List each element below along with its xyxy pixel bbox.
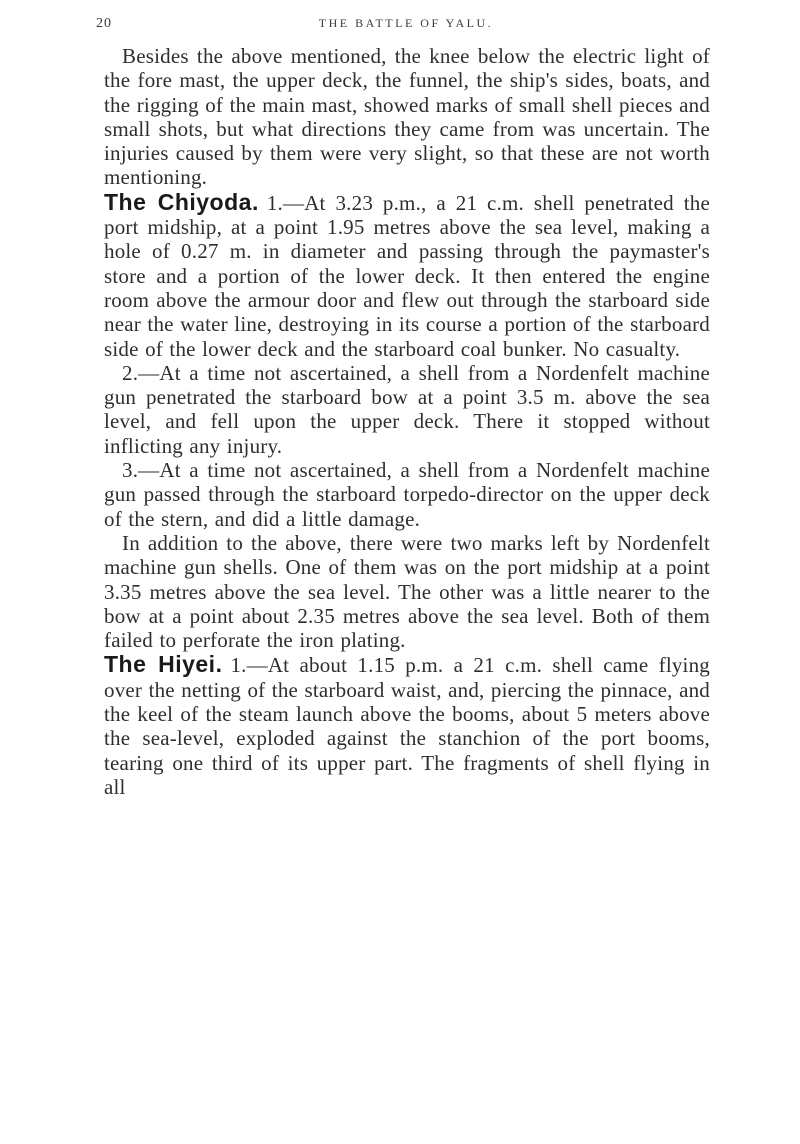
page-number: 20 [96, 16, 112, 31]
paragraph-chiyoda-2: 2.—At a time not ascertained, a shell from a Nordenfelt machine gun penetrated the starboard bow at a point 3.5 m. above the sea level, and fell upon the upper deck. There it stopped without inflicting any injury. [104, 360, 710, 458]
chiyoda-item-1-text: 1.—At 3.23 p.m., a 21 c.m. shell penetrated the port midship, at a point 1.95 metres above the sea level, making a hole of 0.27 m. in diameter and passing through the paymaster's store and a portion of the lower deck. It then entered the engine room above the armour door and flew out through the starboard side near the water line, destroying in its course a portion of the starboard side of the lower deck and the starboard coal bunker. No casualty. [104, 190, 710, 361]
page-header [96, 16, 716, 40]
body-text [104, 44, 710, 799]
running-head: THE BATTLE OF YALU. [318, 16, 494, 30]
paragraph-chiyoda-1 [104, 190, 710, 361]
paragraph-besides: Besides the above mentioned, the knee below the electric light of the fore mast, the upper deck, the funnel, the ship's sides, boats, and the rigging of the main mast, showed marks of small shell pieces and small shots, but what directions they came from was uncertain. The injuries caused by them were very slight, so that these are not worth mentioning. [104, 44, 710, 190]
section-heading-hiyei: The Hiyei. [104, 651, 223, 678]
paragraph-chiyoda-3: 3.—At a time not ascertained, a shell from a Nordenfelt machine gun passed through the starboard torpedo-director on the upper deck of the stern, and did a little damage. [104, 458, 710, 531]
paragraph-hiyei-1 [104, 652, 710, 799]
paragraph-chiyoda-additional: In addition to the above, there were two marks left by Nordenfelt machine gun shells. One of them was on the port midship at a point 3.35 metres above the sea level. The other was a little nearer to the bow at a point about 2.35 metres above the sea level. Both of them failed to perforate the iron plating. [104, 530, 710, 653]
section-heading-chiyoda: The Chiyoda. [104, 188, 259, 215]
hiyei-item-1-text: 1.—At about 1.15 p.m. a 21 c.m. shell came flying over the netting of the starboard waist, and, piercing the pinnace, and the keel of the steam launch above the booms, about 5 meters above the sea-level, exploded against the stanchion of the port booms, tearing one third of its upper part. The fragments of shell flying in all [104, 653, 711, 799]
